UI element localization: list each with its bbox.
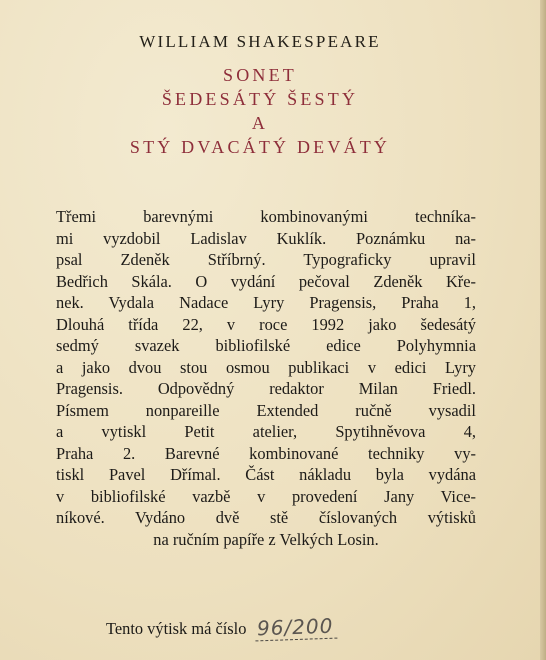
colophon-line: na ručním papíře z Velkých Losin.: [153, 529, 379, 549]
handwritten-copy-number: 96/200: [254, 614, 337, 642]
colophon-line: a jako dvou stou osmou publikaci v edici Lyry: [56, 357, 476, 377]
colophon-line: tiskl Pavel Dřímal. Část nákladu byla vydána: [56, 465, 476, 484]
colophon-line: Písmem nonpareille Extended ručně vysadil: [56, 400, 476, 420]
copy-number-line: [106, 615, 337, 640]
colophon-line: Třemi barevnými kombinovanými techníka-: [56, 207, 476, 226]
title-line: STÝ DVACÁTÝ DEVÁTÝ: [129, 137, 391, 157]
colophon-line: a vytiskl Petit atelier, Spytihněvova 4,: [56, 422, 476, 441]
colophon-line: Dlouhá třída 22, v roce 1992 jako šedesátý: [56, 314, 476, 334]
colophon-line: psal Zdeněk Stříbrný. Typograficky upravil: [56, 250, 476, 269]
book-title: [0, 63, 520, 159]
title-line: ŠEDESÁTÝ ŠESTÝ: [161, 89, 359, 109]
colophon-line: Praha 2. Barevné kombinované techniky vy-: [56, 443, 476, 463]
copy-number-label: Tento výtisk má číslo: [106, 619, 247, 638]
title-line: A: [251, 113, 269, 133]
title-block: [0, 32, 520, 159]
page-edge: [540, 0, 546, 660]
colophon-line: Bedřich Skála. O vydání pečoval Zdeněk Kře-: [56, 271, 476, 291]
colophon-text: [56, 206, 476, 550]
colophon-line: nek. Vydala Nadace Lyry Pragensis, Praha 1,: [56, 293, 476, 312]
colophon-line: sedmý svazek bibliofilské edice Polyhymnia: [56, 336, 476, 355]
colophon-line: Pragensis. Odpovědný redaktor Milan Friedl.: [56, 379, 476, 398]
colophon-line: níkové. Vydáno dvě stě číslovaných výtisků: [56, 508, 476, 527]
author-name: WILLIAM SHAKESPEARE: [139, 32, 381, 51]
colophon-line: v bibliofilské vazbě v provedení Jany Vice-: [56, 486, 476, 506]
colophon-line: mi vyzdobil Ladislav Kuklík. Poznámku na-: [56, 228, 476, 248]
title-line: SONET: [223, 65, 297, 85]
